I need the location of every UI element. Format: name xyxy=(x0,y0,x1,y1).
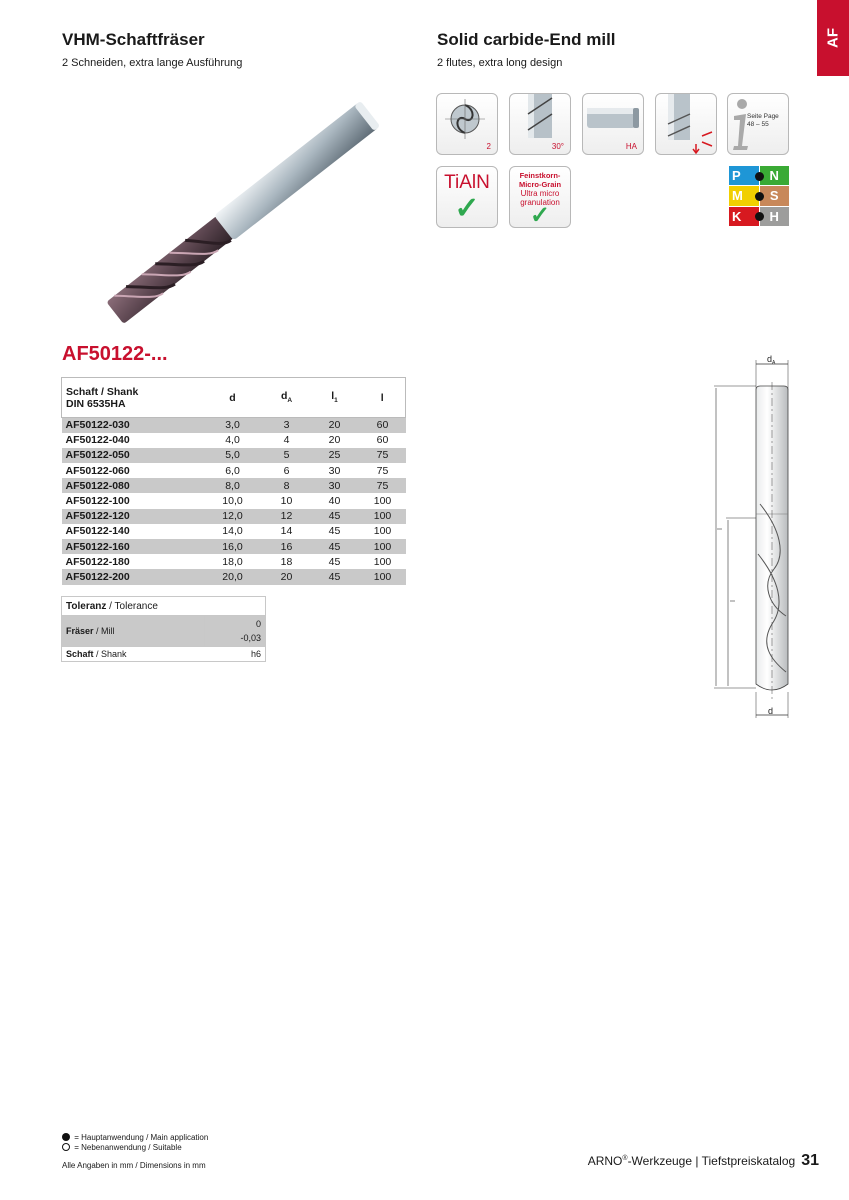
code: AF50122-120 xyxy=(62,509,202,524)
cell-l: 100 xyxy=(360,539,406,554)
info-page-range: 48 – 55 xyxy=(747,121,769,128)
cell-l1: 25 xyxy=(310,448,360,463)
info-icon-box[interactable] xyxy=(727,93,789,155)
material-cell-m xyxy=(729,186,759,205)
cell-d: 4,0 xyxy=(202,433,264,448)
filled-dot-icon xyxy=(62,1133,70,1141)
spec-table-header xyxy=(62,378,406,418)
cell-l1: 20 xyxy=(310,418,360,433)
col-l1-main: l xyxy=(331,390,335,403)
tolerance-title-en: / Tolerance xyxy=(109,600,158,612)
code: AF50122-040 xyxy=(62,433,202,448)
cell-l: 60 xyxy=(360,418,406,433)
cell-d: 8,0 xyxy=(202,478,264,493)
helix-label: 30° xyxy=(551,142,564,151)
tolerance-mill-lower: -0,03 xyxy=(240,633,261,643)
cell-l1: 45 xyxy=(310,569,360,584)
cell-d: 3,0 xyxy=(202,418,264,433)
legend-main-application xyxy=(62,1133,208,1143)
cell-l1: 45 xyxy=(310,524,360,539)
section-tab-label: AF xyxy=(824,28,842,48)
legend-suitable-text: = Nebenanwendung / Suitable xyxy=(74,1143,182,1152)
subtitle-de: 2 Schneiden, extra lange Ausführung xyxy=(62,57,243,69)
title-en: Solid carbide-End mill xyxy=(437,30,616,49)
material-cell-p xyxy=(729,166,759,185)
cell-d: 6,0 xyxy=(202,463,264,478)
col-d: d xyxy=(202,378,264,418)
cutting-direction-icon-box xyxy=(655,93,717,155)
flutes-icon-box xyxy=(436,93,498,155)
cell-dA: 8 xyxy=(264,478,310,493)
table-row xyxy=(62,463,406,478)
legend-suitable xyxy=(62,1143,208,1153)
drawing-dA-sub: A xyxy=(772,360,776,366)
drawing-dA-label: d xyxy=(767,354,773,364)
cell-dA: 6 xyxy=(264,463,310,478)
col-dA-main: d xyxy=(280,390,288,403)
code: AF50122-050 xyxy=(62,448,202,463)
material-cell-n xyxy=(760,166,790,185)
material-letter: H xyxy=(769,208,779,224)
grain-subtext-2: granulation xyxy=(520,198,560,207)
table-row xyxy=(62,554,406,569)
cell-dA: 16 xyxy=(264,539,310,554)
col-dA-sub: A xyxy=(287,397,293,405)
drawing-d-label: d xyxy=(768,706,774,716)
material-cell-k xyxy=(729,207,759,226)
cell-l1: 45 xyxy=(310,509,360,524)
info-text xyxy=(747,113,779,129)
col-shank xyxy=(62,378,202,418)
grain-heading xyxy=(510,171,570,189)
table-row xyxy=(62,478,406,493)
title-de: VHM-Schaftfräser xyxy=(62,30,205,49)
cell-l: 60 xyxy=(360,433,406,448)
coating-label: TiAlN xyxy=(444,172,490,193)
footer-brand: ARNO xyxy=(587,1154,623,1168)
cell-l1: 30 xyxy=(310,463,360,478)
material-letter: M xyxy=(732,188,743,204)
check-icon: ✓ xyxy=(529,202,551,228)
col-shank-line1: Schaft / Shank xyxy=(66,385,139,398)
cell-dA: 4 xyxy=(264,433,310,448)
empty-dot-icon xyxy=(62,1143,70,1151)
cell-l: 100 xyxy=(360,524,406,539)
footer xyxy=(588,1152,819,1170)
cell-l: 100 xyxy=(360,509,406,524)
code: AF50122-140 xyxy=(62,524,202,539)
tolerance-shank-label-en: / Shank xyxy=(96,649,127,659)
material-group-grid xyxy=(729,166,789,226)
table-row xyxy=(62,493,406,508)
shank-icon-box xyxy=(582,93,644,155)
cell-l1: 20 xyxy=(310,433,360,448)
table-row xyxy=(62,539,406,554)
col-shank-line2: DIN 6535HA xyxy=(66,397,126,410)
helix-icon-box xyxy=(509,93,571,155)
tolerance-shank-row xyxy=(62,647,266,662)
col-dA xyxy=(264,378,310,418)
cell-d: 20,0 xyxy=(202,569,264,584)
tolerance-shank-label: Schaft xyxy=(66,649,94,659)
coating-icon-box xyxy=(436,166,498,228)
material-letter: P xyxy=(732,168,741,184)
cell-l1: 40 xyxy=(310,493,360,508)
tolerance-table xyxy=(61,596,266,662)
tolerance-mill-label: Fräser xyxy=(66,626,94,636)
grain-heading-2: Micro-Grain xyxy=(518,180,562,189)
cell-d: 5,0 xyxy=(202,448,264,463)
tolerance-mill-upper: 0 xyxy=(255,619,261,629)
main-application-dot-icon xyxy=(755,172,764,181)
grain-subtext-1: Ultra micro xyxy=(520,189,560,198)
legend xyxy=(62,1133,208,1153)
material-cell-s xyxy=(760,186,790,205)
footer-reg: ® xyxy=(622,1155,628,1162)
cell-dA: 14 xyxy=(264,524,310,539)
col-l: l xyxy=(360,378,406,418)
cell-l: 100 xyxy=(360,493,406,508)
cell-l: 100 xyxy=(360,554,406,569)
material-letter: K xyxy=(732,208,742,224)
page-number: 31 xyxy=(801,1152,819,1169)
table-row xyxy=(62,509,406,524)
cell-dA: 3 xyxy=(264,418,310,433)
end-mill-photo xyxy=(85,78,405,328)
code: AF50122-060 xyxy=(62,463,202,478)
cell-dA: 5 xyxy=(264,448,310,463)
cell-l1: 45 xyxy=(310,539,360,554)
cell-l1: 30 xyxy=(310,478,360,493)
product-code: AF50122-... xyxy=(62,343,168,365)
technical-drawing xyxy=(700,354,800,724)
tolerance-mill-row xyxy=(62,616,266,647)
tolerance-header xyxy=(62,597,266,616)
footer-catalog: -Werkzeuge | Tiefstpreiskatalog xyxy=(627,1154,796,1168)
col-l1 xyxy=(310,378,360,418)
code: AF50122-180 xyxy=(62,554,202,569)
code: AF50122-160 xyxy=(62,539,202,554)
code: AF50122-080 xyxy=(62,478,202,493)
cutting-direction-icon xyxy=(656,94,717,155)
cell-l1: 45 xyxy=(310,554,360,569)
cell-d: 14,0 xyxy=(202,524,264,539)
table-row xyxy=(62,448,406,463)
table-row xyxy=(62,569,406,584)
grain-icon-box xyxy=(509,166,571,228)
cell-l: 75 xyxy=(360,478,406,493)
tolerance-shank-value: h6 xyxy=(204,647,265,662)
cell-d: 12,0 xyxy=(202,509,264,524)
cell-l: 100 xyxy=(360,569,406,584)
code: AF50122-200 xyxy=(62,569,202,584)
tolerance-mill-label-en: / Mill xyxy=(96,626,115,636)
material-cell-h xyxy=(760,207,790,226)
table-row xyxy=(62,524,406,539)
shank-label: HA xyxy=(625,142,637,151)
cell-dA: 18 xyxy=(264,554,310,569)
table-row xyxy=(62,418,406,433)
material-letter: S xyxy=(769,188,779,204)
spec-table xyxy=(61,377,406,585)
col-l1-sub: 1 xyxy=(334,397,338,405)
cell-dA: 20 xyxy=(264,569,310,584)
cell-l: 75 xyxy=(360,448,406,463)
dimensions-note: Alle Angaben in mm / Dimensions in mm xyxy=(62,1161,206,1170)
code: AF50122-030 xyxy=(62,418,202,433)
subtitle-en: 2 flutes, extra long design xyxy=(437,57,563,69)
main-application-dot-icon xyxy=(755,212,764,221)
cell-dA: 10 xyxy=(264,493,310,508)
tolerance-title: Toleranz xyxy=(66,600,107,612)
section-tab[interactable] xyxy=(817,0,849,76)
check-icon: ✓ xyxy=(454,192,480,225)
cell-d: 10,0 xyxy=(202,493,264,508)
cell-l: 75 xyxy=(360,463,406,478)
cell-d: 16,0 xyxy=(202,539,264,554)
info-page-label: Seite Page xyxy=(747,113,779,120)
legend-main-text: = Hauptanwendung / Main application xyxy=(74,1133,209,1142)
grain-heading-1: Feinstkorn- xyxy=(519,171,561,180)
cell-d: 18,0 xyxy=(202,554,264,569)
table-row xyxy=(62,433,406,448)
code: AF50122-100 xyxy=(62,493,202,508)
cell-dA: 12 xyxy=(264,509,310,524)
main-application-dot-icon xyxy=(755,192,764,201)
flutes-label: 2 xyxy=(486,142,491,151)
material-letter: N xyxy=(769,168,779,184)
